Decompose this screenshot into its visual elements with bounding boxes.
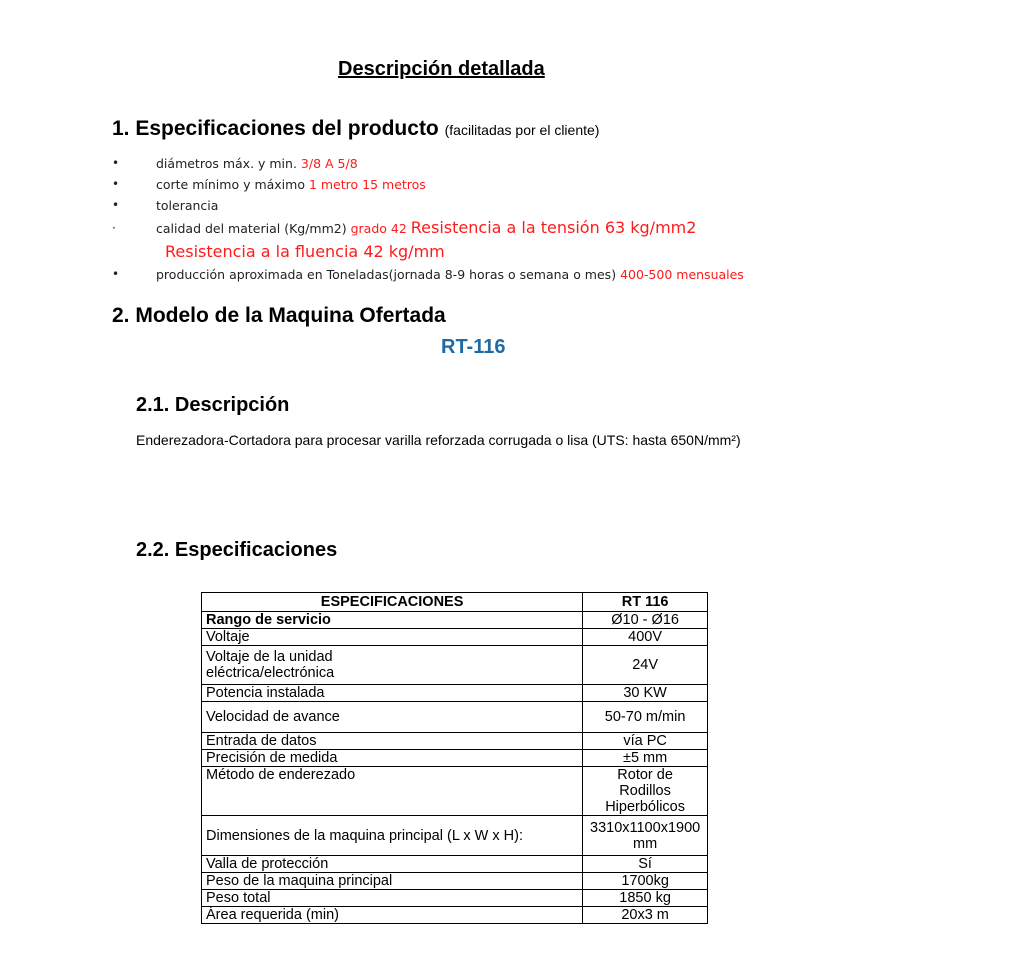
spec-label: Precisión de medida <box>202 750 583 767</box>
document-title: Descripción detallada <box>338 58 545 80</box>
spec-label <box>202 646 583 685</box>
spec-value: Ø10 - Ø16 <box>583 612 708 629</box>
list-item <box>112 240 872 264</box>
item-label: diámetros máx. y min. <box>156 156 297 171</box>
spec-label: Potencia instalada <box>202 685 583 702</box>
spec-label: Método de enderezado <box>202 767 583 816</box>
spec-label: Rango de servicio <box>202 612 583 629</box>
table-row <box>202 907 708 924</box>
spec-value: vía PC <box>583 733 708 750</box>
spec-label: Velocidad de avance <box>202 702 583 733</box>
spec-value: 400V <box>583 629 708 646</box>
spec-label-text: Voltaje de la unidad eléctrica/electrónica <box>206 649 335 681</box>
table-header-row <box>202 593 708 612</box>
section-1-heading-text: 1. Especificaciones del producto <box>112 117 439 140</box>
machine-description: Enderezadora-Cortadora para procesar varilla reforzada corrugada o lisa (UTS: hasta 650N/mm²) <box>136 432 741 448</box>
spec-label: Valla de protección <box>202 856 583 873</box>
table-row <box>202 733 708 750</box>
section-2-2-heading: 2.2. Especificaciones <box>136 539 338 561</box>
table-row <box>202 816 708 856</box>
spec-value: 1850 kg <box>583 890 708 907</box>
bullet-icon: • <box>112 267 120 281</box>
bullet-icon: • <box>112 177 120 191</box>
spec-label <box>202 816 583 856</box>
spec-label: Voltaje <box>202 629 583 646</box>
bullet-icon: • <box>112 156 120 170</box>
bullet-icon: • <box>112 198 120 212</box>
table-row <box>202 702 708 733</box>
table-header-cell: RT 116 <box>583 593 708 612</box>
spec-label: Área requerida (min) <box>202 907 583 924</box>
spec-label: Entrada de datos <box>202 733 583 750</box>
item-label: tolerancia <box>156 198 219 213</box>
spec-label-text: Dimensiones de la maquina principal (L x W x H): <box>206 827 523 844</box>
section-2-heading: 2. Modelo de la Maquina Ofertada <box>112 304 446 327</box>
list-item <box>112 216 872 240</box>
table-row <box>202 612 708 629</box>
spec-value: 30 KW <box>583 685 708 702</box>
table-row <box>202 646 708 685</box>
spec-value <box>583 767 708 816</box>
spec-label: Peso total <box>202 890 583 907</box>
machine-model: RT-116 <box>441 336 506 358</box>
spec-value-text: Rotor de Rodillos Hiperbólicos <box>605 767 685 815</box>
list-item <box>112 195 872 216</box>
list-item <box>112 174 872 195</box>
item-value: 1 metro 15 metros <box>308 177 426 192</box>
table-row <box>202 890 708 907</box>
item-value: 400-500 mensuales <box>620 267 744 282</box>
table-row <box>202 856 708 873</box>
table-row <box>202 767 708 816</box>
spec-value: 24V <box>583 646 708 685</box>
item-value-extra: Resistencia a la fluencia 42 kg/mm <box>165 242 445 261</box>
spec-table <box>201 592 708 924</box>
spec-value: Sí <box>583 856 708 873</box>
spec-value: 3310x1100x1900 mm <box>583 816 708 856</box>
section-2-1-heading: 2.1. Descripción <box>136 394 290 416</box>
item-value: grado 42 <box>350 221 407 236</box>
section-1-heading <box>112 117 599 141</box>
list-item <box>112 264 872 285</box>
spec-value: ±5 mm <box>583 750 708 767</box>
spec-value: 1700kg <box>583 873 708 890</box>
item-label: producción aproximada en Toneladas(jornada 8-9 horas o semana o mes) <box>156 267 617 282</box>
item-label: calidad del material (Kg/mm2) <box>156 221 347 236</box>
spec-value: 20x3 m <box>583 907 708 924</box>
section-1-heading-note: (facilitadas por el cliente) <box>444 122 600 138</box>
list-item <box>112 153 872 174</box>
item-value: 3/8 A 5/8 <box>300 156 358 171</box>
spec-value: 50-70 m/min <box>583 702 708 733</box>
item-value-extra: Resistencia a la tensión 63 kg/mm2 <box>410 218 697 237</box>
table-header-cell: ESPECIFICACIONES <box>202 593 583 612</box>
spec-label: Peso de la maquina principal <box>202 873 583 890</box>
table-row <box>202 750 708 767</box>
product-spec-list <box>112 153 872 285</box>
item-label: corte mínimo y máximo <box>156 177 305 192</box>
table-row <box>202 685 708 702</box>
table-row <box>202 629 708 646</box>
bullet-icon: · <box>112 221 116 235</box>
table-row <box>202 873 708 890</box>
